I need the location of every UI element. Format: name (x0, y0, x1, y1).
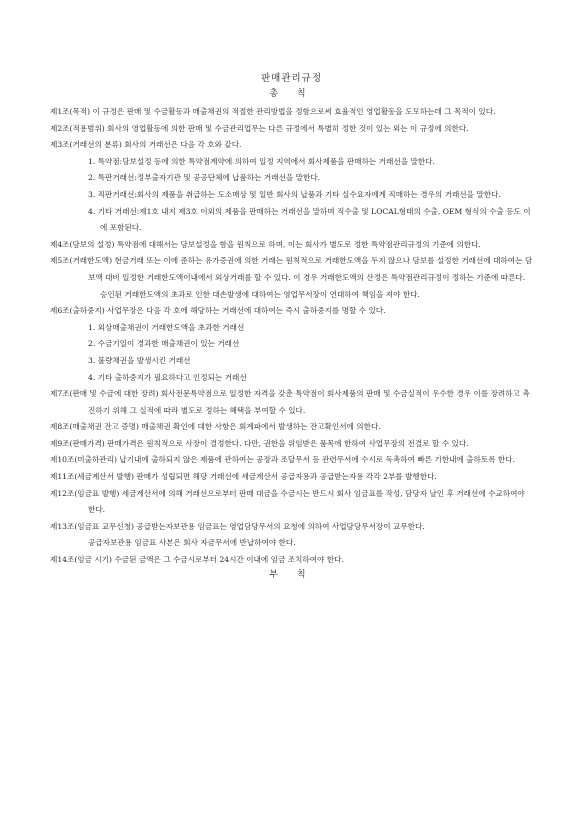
section-heading-general: 총 칙 (269, 89, 314, 99)
article-6-item: 2. 수금기일이 경과한 매출채권이 있는 거래선 (88, 339, 240, 349)
article-2: 제2조(적용범위) 회사의 영업활동에 의한 판매 및 수금관리업무는 다른 규정에서 특별히 정한 것이 있는 외는 이 규정에 의한다. (50, 123, 469, 133)
document-title: 판매관리규정 (260, 73, 323, 84)
document-body (50, 104, 533, 569)
article-3-item: 4. 기타 거래선:제1호 내지 제3호 이외의 제품을 판매하는 거래선을 말하며 직수출 및 LOCAL형태의 수출, OEM 형식의 수출 등도 이에 포함된다. (88, 206, 531, 233)
article-5: 제5조(거래한도액) 현금거래 또는 이에 준하는 유가증권에 의한 거래는 원칙적으로 거래한도액을 두지 않으나 담보를 설정한 거래선에 대하여는 담보액 대비 일정한 거래한도액이내에서 외상거래를 할 수 있다. 이 경우 거래한도액의 산정은 특약점관리규정이 정하는 기준에 따른다. (50, 256, 533, 282)
article-7: 제7조(판매 및 수금에 대한 장려) 회사전문특약점으로 일정한 자격을 갖춘 특약점이 회사제품의 판매 및 수금실적이 우수한 경우 이를 장려하고 촉진하기 위해 그 실적에 따라 별도로 정하는 혜택을 부여할 수 있다. (50, 389, 530, 415)
section-heading-appendix: 부 칙 (269, 569, 314, 580)
article-3-item: 2. 특판거래선:정부출자기관 및 공공단체에 납품하는 거래선을 말한다. (88, 173, 321, 183)
article-4: 제4조(담보의 설정) 특약점에 대해서는 담보설정을 함을 원칙으로 하며, 이는 회사가 별도로 정한 특약점관리규정의 기준에 의한다. (50, 239, 481, 249)
article-6-item: 1. 외상매출채권이 거래한도액을 초과한 거래선 (88, 322, 245, 332)
article-6-item: 4. 기타 출하중지가 필요하다고 인정되는 거래선 (88, 372, 247, 382)
article-12: 제12조(임금표 발행) 세금계산서에 의해 거래선으로부터 판매 대금을 수금시는 반드시 회사 임금표를 작성, 담당자 날인 후 거래선에 수교하여야 한다. (50, 488, 525, 515)
article-3-item: 3. 직판거래선:회사의 제품을 취급하는 도소매상 및 일반 회사의 납품과 기타 실수요자에게 직매하는 경우의 거래선을 말한다. (88, 189, 501, 199)
article-11: 제11조(세금계산서 발행) 판매가 성립되면 해당 거래선에 세금계산서 공급자용과 공급받는자용 각각 2부를 발행한다. (50, 472, 437, 482)
article-5-paragraph: 승인된 거래한도액의 초과로 인한 대손발생에 대하여는 영업무서장이 연대하여 책임을 져야 한다. (100, 289, 420, 299)
article-14: 제14조(임금 시기) 수금된 금액은 그 수금시로부터 24시간 이내에 임금 조치하여야 한다. (50, 555, 344, 565)
article-3: 제3조(거래선의 분류) 회사의 거래선은 다음 각 호와 같다. (50, 140, 242, 150)
article-13: 제13조(임금표 교무신청) 공급받는자보관용 임금표는 영업담당무서의 요청에 의하여 사업담당무서장이 교무한다. (50, 521, 425, 531)
article-13-paragraph: 공급자보관용 임금표 사본은 회사 자금무서에 반납하여야 한다. (88, 538, 296, 548)
article-10: 제10조(미출하관리) 납기내에 출하되지 않은 제품에 관하여는 공장과 조달무서 등 관련무서에 수시로 독촉하여 빠른 기한내에 출하토록 한다. (50, 455, 515, 465)
article-9: 제9조(판매가격) 판매가격은 원칙적으로 사장이 결정한다. 다만, 권한을 위임받은 품목에 한하여 사업무장의 전결로 할 수 있다. (50, 438, 469, 448)
article-3-item: 1. 특약점:담보설정 등에 의한 특약점계약에 의하여 일정 지역에서 회사제품을 판매하는 거래선을 말한다. (88, 156, 435, 166)
article-6: 제6조(출하중지) 사업무장은 다음 각 호에 해당하는 거래선에 대하여는 즉시 출하중지를 명할 수 있다. (50, 306, 386, 316)
article-8: 제8조(매출채권 잔고 증명) 매출채권 확인에 대한 사항은 회계파에서 발생하는 잔고확인서에 의한다. (50, 422, 381, 432)
article-6-item: 3. 불량채권을 발생시킨 거래선 (88, 355, 191, 365)
article-1: 제1조(목적) 이 규정은 판매 및 수금활동과 매출채권의 적절한 관리방법을 정함으로써 효율적인 영업활동을 도모하는데 그 목적이 있다. (50, 107, 496, 116)
